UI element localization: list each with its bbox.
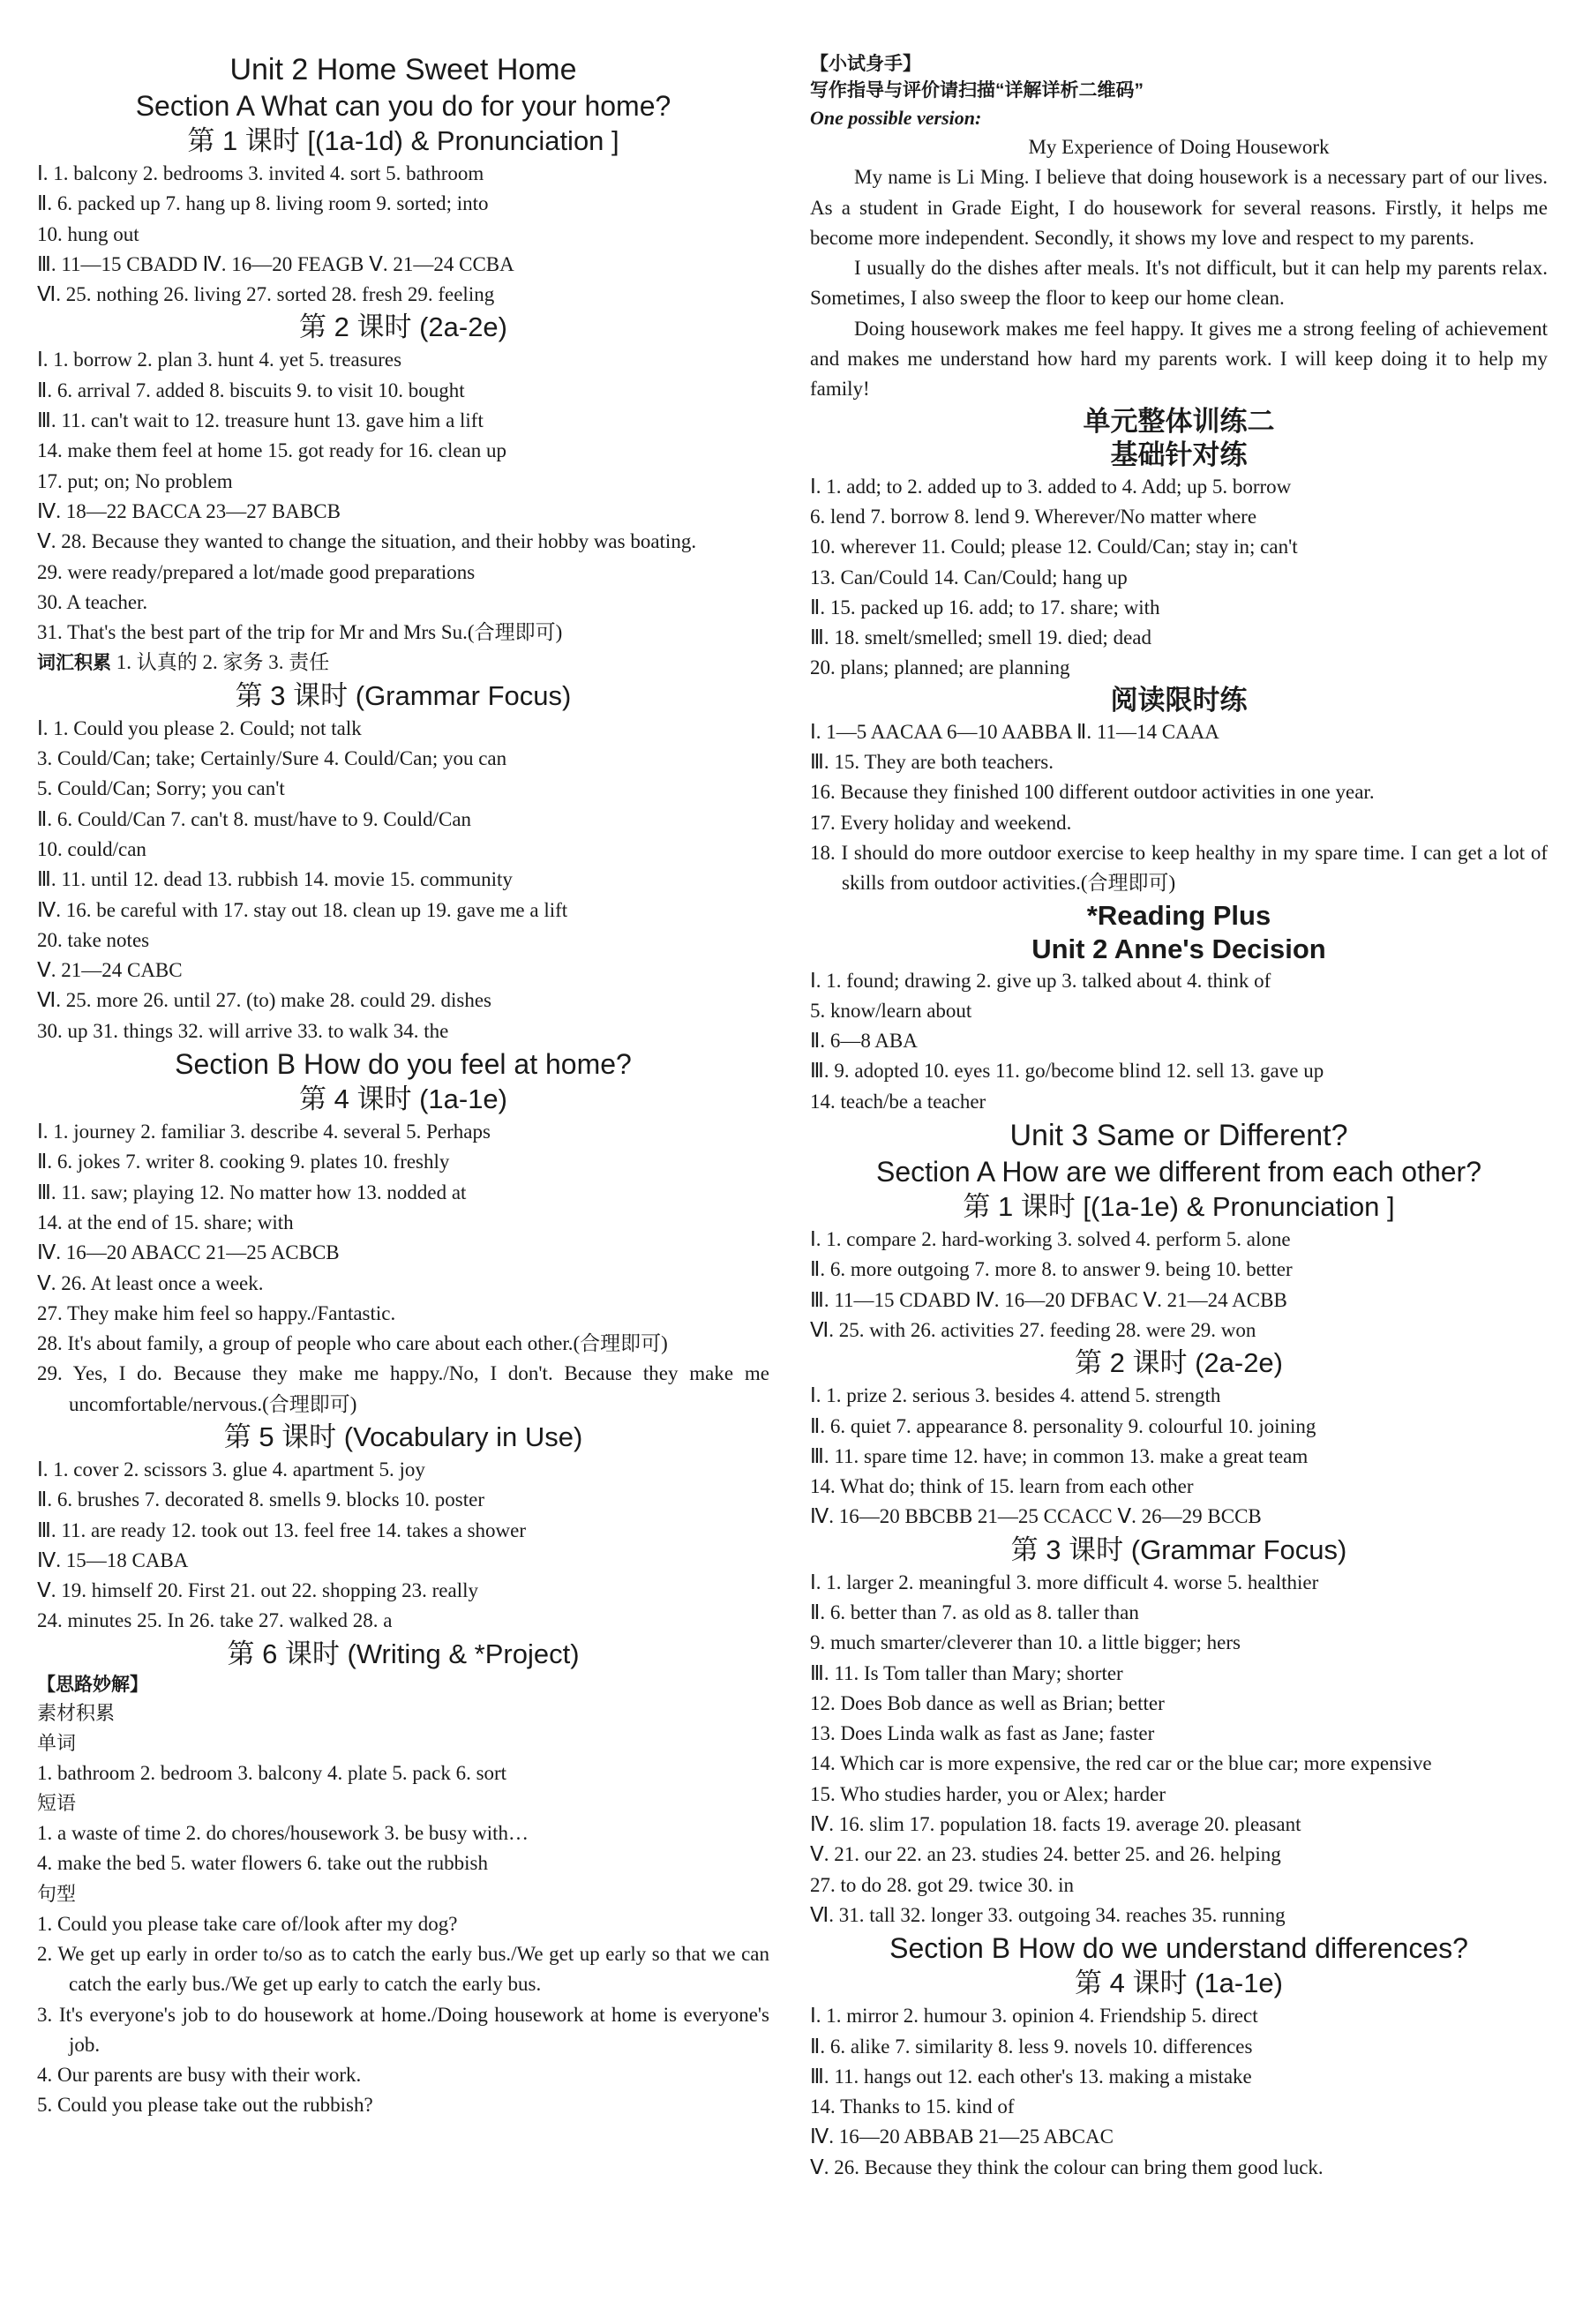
answer-line: 10. could/can	[37, 837, 146, 860]
scan-instruction: 写作指导与评价请扫描“详解详析二维码”	[810, 80, 1144, 101]
answer-line: 17. Every holiday and weekend.	[810, 811, 1072, 834]
answer-line: 29. were ready/prepared a lot/made good preparations	[37, 560, 476, 583]
answer-line: 10. hung out	[37, 222, 139, 245]
vocab-label: 词汇积累	[37, 653, 111, 674]
answer-line: Ⅱ. 6. better than 7. as old as 8. taller than	[810, 1601, 1139, 1623]
answer-line: Ⅴ. 21—24 CABC	[37, 959, 183, 982]
answer-line: Ⅰ. 1. borrow 2. plan 3. hunt 4. yet 5. treasures	[37, 349, 402, 371]
sentence-line: 4. Our parents are busy with their work.	[37, 2064, 362, 2087]
answer-line: Ⅴ. 19. himself 20. First 21. out 22. shopping 23. really	[37, 1579, 478, 1602]
answer-line: 5. Could/Can; Sorry; you can't	[37, 777, 285, 800]
answer-line: Ⅰ. 1. add; to 2. added up to 3. added to 4. Add; up 5. borrow	[810, 475, 1292, 498]
answer-line: Ⅲ. 9. adopted 10. eyes 11. go/become blind 12. sell 13. gave up	[810, 1060, 1324, 1083]
answer-line: 24. minutes 25. In 26. take 27. walked 28. a	[37, 1609, 393, 1632]
lesson-5-title: 第 5 课时 (Vocabulary in Use)	[223, 1421, 583, 1452]
answer-line: 15. Who studies harder, you or Alex; harder	[810, 1782, 1166, 1805]
phrase-line: 4. make the bed 5. water flowers 6. take out the rubbish	[37, 1852, 488, 1875]
word-label: 单词	[37, 1731, 77, 1754]
answer-line: 28. It's about family, a group of people who care about each other.(合理即可)	[37, 1332, 668, 1355]
answer-line: Ⅰ. 1. cover 2. scissors 3. glue 4. apartment 5. joy	[37, 1458, 425, 1481]
answer-line: Ⅵ. 25. with 26. activities 27. feeding 28. were 29. won	[810, 1318, 1256, 1341]
unit-2-title: Unit 2 Home Sweet Home	[229, 53, 577, 86]
answer-line: Ⅱ. 6. alike 7. similarity 8. less 9. novels 10. differences	[810, 2035, 1253, 2058]
lesson-2-title: 第 2 课时 (2a-2e)	[298, 311, 507, 343]
unit-training-title: 单元整体训练二	[1083, 405, 1275, 437]
unit-3-lesson-4-title: 第 4 课时 (1a-1e)	[1074, 1968, 1283, 1999]
reading-practice-title: 阅读限时练	[1110, 684, 1248, 716]
answer-line: Ⅰ. 1. balcony 2. bedrooms 3. invited 4. sort 5. bathroom	[37, 162, 484, 184]
answer-line: Ⅲ. 18. smelt/smelled; smell 19. died; dead	[810, 626, 1151, 649]
sentence-line: 1. Could you please take care of/look after my dog?	[37, 1912, 458, 1935]
answer-line: 20. take notes	[37, 928, 150, 951]
answer-line: Ⅳ. 16—20 BBCBB 21—25 CCACC Ⅴ. 26—29 BCCB	[810, 1505, 1262, 1528]
answer-line: Ⅲ. 15. They are both teachers.	[810, 751, 1054, 774]
essay-title: My Experience of Doing Housework	[1028, 136, 1330, 158]
answer-line: 29. Yes, I do. Because they make me happy./No, I don't. Because they make me uncomfortable/nervous.(合理即可)	[37, 1362, 769, 1415]
answer-line: Ⅲ. 11. are ready 12. took out 13. feel free 14. takes a shower	[37, 1518, 527, 1541]
answer-line: 27. They make him feel so happy./Fantastic.	[37, 1301, 396, 1324]
section-a-title: Section A What can you do for your home?	[135, 90, 671, 122]
answer-line: 14. make them feel at home 15. got ready for 16. clean up	[37, 439, 507, 462]
try-label: 【小试身手】	[810, 54, 921, 74]
lesson-1-title: 第 1 课时 [(1a-1d) & Pronunciation ]	[187, 125, 619, 156]
sentence-line: 5. Could you please take out the rubbish?	[37, 2094, 373, 2117]
answer-line: 17. put; on; No problem	[37, 469, 233, 492]
answer-line: Ⅱ. 6. more outgoing 7. more 8. to answer 9. being 10. better	[810, 1258, 1293, 1281]
essay-paragraph: Doing housework makes me feel happy. It gives me a strong feeling of achievement and makes me understand how hard my parents work. I will keep doing it to help my family!	[810, 317, 1548, 401]
answer-line: Ⅳ. 15—18 CABA	[37, 1548, 189, 1571]
answer-line: Ⅴ. 28. Because they wanted to change the situation, and their hobby was boating.	[37, 530, 697, 553]
unit-3-lesson-3-title: 第 3 课时 (Grammar Focus)	[1010, 1533, 1347, 1565]
answer-line: Ⅴ. 21. our 22. an 23. studies 24. better 25. and 26. helping	[810, 1843, 1281, 1866]
answer-line: 31. That's the best part of the trip for Mr and Mrs Su.(合理即可)	[37, 621, 563, 644]
material-label: 素材积累	[37, 1701, 116, 1724]
left-column	[37, 51, 769, 2121]
answer-line: 27. to do 28. got 29. twice 30. in	[810, 1873, 1074, 1896]
answer-line: Ⅱ. 6. jokes 7. writer 8. cooking 9. plates 10. freshly	[37, 1151, 450, 1173]
answer-line: 10. wherever 11. Could; please 12. Could/Can; stay in; can't	[810, 536, 1298, 559]
answer-line: 14. Which car is more expensive, the red car or the blue car; more expensive	[810, 1752, 1432, 1775]
answer-line: 14. Thanks to 15. kind of	[810, 2095, 1015, 2118]
basic-practice-title: 基础针对练	[1110, 439, 1248, 470]
lesson-4-title: 第 4 课时 (1a-1e)	[298, 1083, 507, 1115]
phrase-line: 1. a waste of time 2. do chores/housework 3. be busy with…	[37, 1822, 529, 1845]
unit-3-section-b-title: Section B How do we understand differences?	[889, 1932, 1468, 1965]
answer-line: Ⅱ. 6. packed up 7. hang up 8. living room 9. sorted; into	[37, 192, 489, 215]
answer-line: Ⅲ. 11—15 CDABD Ⅳ. 16—20 DFBAC Ⅴ. 21—24 ACBB	[810, 1288, 1287, 1311]
unit-3-lesson-2-title: 第 2 课时 (2a-2e)	[1074, 1347, 1283, 1379]
answer-line: 14. at the end of 15. share; with	[37, 1211, 294, 1233]
answer-line: 6. lend 7. borrow 8. lend 9. Wherever/No matter where	[810, 505, 1257, 528]
answer-line: Ⅵ. 31. tall 32. longer 33. outgoing 34. reaches 35. running	[810, 1903, 1286, 1926]
answer-line: Ⅰ. 1. journey 2. familiar 3. describe 4. several 5. Perhaps	[37, 1121, 491, 1143]
answer-line: Ⅱ. 6. Could/Can 7. can't 8. must/have to 9. Could/Can	[37, 807, 472, 830]
answer-line: Ⅳ. 18—22 BACCA 23—27 BABCB	[37, 499, 341, 522]
answer-line: Ⅴ. 26. Because they think the colour can bring them good luck.	[810, 2155, 1324, 2178]
answer-line: Ⅱ. 6. brushes 7. decorated 8. smells 9. blocks 10. poster	[37, 1488, 485, 1511]
answer-line: Ⅰ. 1. compare 2. hard-working 3. solved 4. perform 5. alone	[810, 1228, 1291, 1251]
answer-line: Ⅰ. 1—5 AACAA 6—10 AABBA Ⅱ. 11—14 CAAA	[810, 720, 1219, 743]
answer-line: Ⅱ. 6—8 ABA	[810, 1030, 918, 1053]
answer-line: Ⅲ. 11. can't wait to 12. treasure hunt 13. gave him a lift	[37, 409, 484, 432]
lesson-6-title: 第 6 课时 (Writing & *Project)	[227, 1638, 580, 1669]
answer-line: 12. Does Bob dance as well as Brian; better	[810, 1691, 1165, 1714]
answer-line: Ⅱ. 6. arrival 7. added 8. biscuits 9. to visit 10. bought	[37, 379, 465, 401]
answer-line: Ⅲ. 11. until 12. dead 13. rubbish 14. movie 15. community	[37, 868, 513, 891]
unit-3-section-a-title: Section A How are we different from each other?	[875, 1156, 1481, 1188]
essay-paragraph: My name is Li Ming. I believe that doing housework is a necessary part of our lives. As a student in Grade Eight, I do housework for several reasons. Firstly, it helps me become more independent. Secondly, it shows my love and respect to my parents.	[810, 166, 1548, 249]
answer-line: Ⅰ. 1. mirror 2. humour 3. opinion 4. Friendship 5. direct	[810, 2005, 1258, 2028]
answer-line: Ⅵ. 25. more 26. until 27. (to) make 28. could 29. dishes	[37, 989, 492, 1012]
answer-line: Ⅱ. 6. quiet 7. appearance 8. personality 9. colourful 10. joining	[810, 1414, 1316, 1437]
answer-line: 30. up 31. things 32. will arrive 33. to walk 34. the	[37, 1019, 449, 1042]
answer-line: Ⅲ. 11. saw; playing 12. No matter how 13. nodded at	[37, 1181, 467, 1203]
answer-line: Ⅰ. 1. prize 2. serious 3. besides 4. attend 5. strength	[810, 1384, 1221, 1407]
answer-line: 9. much smarter/cleverer than 10. a little bigger; hers	[810, 1631, 1241, 1654]
unit-3-title: Unit 3 Same or Different?	[1009, 1119, 1348, 1153]
reading-plus-title: *Reading Plus	[1086, 899, 1271, 931]
reading-plus-unit: Unit 2 Anne's Decision	[1031, 933, 1326, 964]
answer-line: 18. I should do more outdoor exercise to keep healthy in my spare time. I can get a lot of skills from outdoor activities.(合理即可)	[810, 841, 1548, 895]
answer-line: 16. Because they finished 100 different outdoor activities in one year.	[810, 781, 1375, 804]
answer-line: 14. What do; think of 15. learn from each other	[810, 1475, 1194, 1498]
answer-line: Ⅱ. 15. packed up 16. add; to 17. share; with	[810, 596, 1160, 618]
answer-line: 14. teach/be a teacher	[810, 1090, 986, 1113]
version-label: One possible version:	[810, 107, 982, 129]
answer-line: Ⅰ. 1. found; drawing 2. give up 3. talked about 4. think of	[810, 969, 1271, 992]
section-b-title: Section B How do you feel at home?	[175, 1048, 632, 1081]
sentence-line: 2. We get up early in order to/so as to catch the early bus./We get up early so that we can catch the early bus./We get up early to catch the early bus.	[37, 1942, 769, 1996]
answer-line: Ⅲ. 11. Is Tom taller than Mary; shorter	[810, 1661, 1123, 1684]
right-column	[810, 51, 1548, 2183]
answer-line: Ⅰ. 1. Could you please 2. Could; not talk	[37, 716, 362, 739]
answer-line: Ⅳ. 16. be careful with 17. stay out 18. clean up 19. gave me a lift	[37, 898, 568, 921]
answer-line: Ⅳ. 16—20 ABBAB 21—25 ABCAC	[810, 2125, 1114, 2148]
answer-line: 20. plans; planned; are planning	[810, 656, 1070, 679]
answer-line: 13. Can/Could 14. Can/Could; hang up	[810, 566, 1128, 588]
answer-line: 3. Could/Can; take; Certainly/Sure 4. Could/Can; you can	[37, 747, 507, 770]
answer-line: Ⅳ. 16. slim 17. population 18. facts 19. average 20. pleasant	[810, 1813, 1301, 1836]
answer-line: Ⅳ. 16—20 ABACC 21—25 ACBCB	[37, 1241, 340, 1264]
answer-line: Ⅴ. 26. At least once a week.	[37, 1271, 264, 1294]
essay-paragraph: I usually do the dishes after meals. It's not difficult, but it can help my parents relax. Sometimes, I also sweep the floor to keep our home clean.	[810, 257, 1548, 310]
answer-line: 13. Does Linda walk as fast as Jane; faster	[810, 1722, 1155, 1745]
vocab-answers: 1. 认真的 2. 家务 3. 责任	[111, 651, 330, 674]
think-label: 【思路妙解】	[37, 1674, 148, 1695]
word-list: 1. bathroom 2. bedroom 3. balcony 4. plate 5. pack 6. sort	[37, 1761, 507, 1784]
lesson-3-title: 第 3 课时 (Grammar Focus)	[235, 679, 572, 711]
vocab-accumulation	[37, 648, 769, 678]
answer-line: Ⅰ. 1. larger 2. meaningful 3. more difficult 4. worse 5. healthier	[810, 1571, 1319, 1593]
answer-line: 5. know/learn about	[810, 999, 972, 1022]
answer-line: 30. A teacher.	[37, 590, 148, 613]
answer-line: Ⅲ. 11. spare time 12. have; in common 13. make a great team	[810, 1444, 1309, 1467]
answer-line: Ⅲ. 11. hangs out 12. each other's 13. making a mistake	[810, 2065, 1252, 2088]
phrase-label: 短语	[37, 1792, 77, 1815]
answer-line: Ⅲ. 11—15 CBADD Ⅳ. 16—20 FEAGB Ⅴ. 21—24 CCBA	[37, 252, 514, 275]
sentence-label: 句型	[37, 1882, 77, 1905]
unit-3-lesson-1-title: 第 1 课时 [(1a-1e) & Pronunciation ]	[963, 1191, 1395, 1223]
sentence-line: 3. It's everyone's job to do housework at home./Doing housework at home is everyone's job.	[37, 2003, 769, 2056]
answer-line: Ⅵ. 25. nothing 26. living 27. sorted 28. fresh 29. feeling	[37, 283, 495, 306]
